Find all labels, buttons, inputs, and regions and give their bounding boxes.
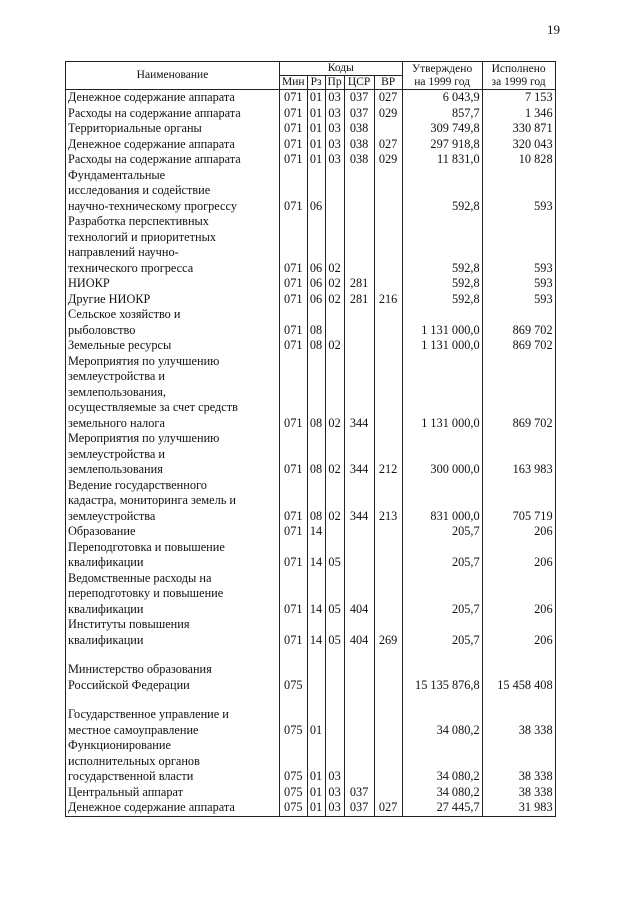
cell-executed: 206 xyxy=(482,617,555,648)
row-name-line: исследования и содействие xyxy=(68,183,211,197)
cell-vr xyxy=(374,168,402,215)
cell-csr xyxy=(344,307,374,338)
cell-rz: 14 xyxy=(307,540,325,571)
cell-rz: 01 xyxy=(307,152,325,168)
row-name-line: Другие НИОКР xyxy=(68,291,151,306)
cell-min: 071 xyxy=(280,152,308,168)
header-rz: Рз xyxy=(307,76,325,90)
row-name-line: квалификации xyxy=(68,555,144,569)
cell-executed: 869 702 xyxy=(482,307,555,338)
row-name-line: исполнительных органов xyxy=(68,753,200,768)
cell-rz: 08 xyxy=(307,478,325,525)
cell-pr: 03 xyxy=(325,152,344,168)
cell-rz: 06 xyxy=(307,276,325,292)
cell-csr: 281 xyxy=(344,276,374,292)
row-name xyxy=(66,800,280,816)
cell-csr: 344 xyxy=(344,478,374,525)
row-name-line: Мероприятия по улучшению xyxy=(68,353,220,368)
cell-csr: 038 xyxy=(344,121,374,137)
empty-cell xyxy=(374,693,402,707)
cell-vr: 029 xyxy=(374,152,402,168)
cell-csr xyxy=(344,707,374,738)
row-name-line: Территориальные органы xyxy=(68,121,202,135)
cell-vr xyxy=(374,121,402,137)
row-name xyxy=(66,338,280,354)
row-name-line: Институты повышения xyxy=(68,617,190,631)
table-row xyxy=(66,540,556,571)
cell-min: 071 xyxy=(280,121,308,137)
cell-rz: 01 xyxy=(307,707,325,738)
cell-approved: 297 918,8 xyxy=(402,137,482,153)
cell-executed: 869 702 xyxy=(482,354,555,432)
cell-rz: 14 xyxy=(307,617,325,648)
cell-min: 071 xyxy=(280,354,308,432)
cell-csr xyxy=(344,168,374,215)
row-name-line: землепользования xyxy=(68,462,163,476)
cell-min: 075 xyxy=(280,707,308,738)
row-name xyxy=(66,785,280,801)
row-name xyxy=(66,617,280,648)
cell-min: 071 xyxy=(280,307,308,338)
cell-approved: 1 131 000,0 xyxy=(402,307,482,338)
cell-approved: 34 080,2 xyxy=(402,707,482,738)
cell-csr: 404 xyxy=(344,617,374,648)
cell-pr xyxy=(325,524,344,540)
cell-csr xyxy=(344,738,374,785)
cell-csr: 037 xyxy=(344,785,374,801)
header-csr: ЦСР xyxy=(344,76,374,90)
row-name-line: Расходы на содержание аппарата xyxy=(68,152,241,166)
cell-rz: 01 xyxy=(307,106,325,122)
row-name-line: землепользования, xyxy=(68,384,166,399)
empty-cell xyxy=(402,648,482,662)
cell-pr: 03 xyxy=(325,738,344,785)
cell-csr: 038 xyxy=(344,137,374,153)
table-row xyxy=(66,431,556,478)
cell-rz: 01 xyxy=(307,785,325,801)
cell-approved: 27 445,7 xyxy=(402,800,482,816)
empty-cell xyxy=(66,648,280,662)
cell-csr: 038 xyxy=(344,152,374,168)
row-name xyxy=(66,540,280,571)
row-name-line: Ведомственные расходы на xyxy=(68,570,212,585)
row-name xyxy=(66,524,280,540)
cell-min: 071 xyxy=(280,571,308,618)
cell-vr xyxy=(374,662,402,693)
cell-executed: 705 719 xyxy=(482,478,555,525)
cell-rz: 01 xyxy=(307,738,325,785)
empty-cell xyxy=(402,693,482,707)
spacer-row xyxy=(66,693,556,707)
cell-pr: 02 xyxy=(325,338,344,354)
cell-vr xyxy=(374,214,402,276)
row-name-line: Мероприятия по улучшению xyxy=(68,431,220,445)
table-row xyxy=(66,571,556,618)
cell-vr xyxy=(374,571,402,618)
cell-min: 071 xyxy=(280,106,308,122)
cell-vr xyxy=(374,785,402,801)
cell-min: 071 xyxy=(280,276,308,292)
row-name-line: осуществляемые за счет средств xyxy=(68,400,238,414)
row-name xyxy=(66,152,280,168)
header-approved xyxy=(402,62,482,90)
row-name-line: технического прогресса xyxy=(68,260,194,275)
cell-approved: 592,8 xyxy=(402,292,482,308)
header-approved-line2: на 1999 год xyxy=(414,75,470,88)
table-row xyxy=(66,478,556,525)
empty-cell xyxy=(66,693,280,707)
cell-rz: 01 xyxy=(307,800,325,816)
header-pr: Пр xyxy=(325,76,344,90)
budget-table xyxy=(65,61,556,817)
table-body xyxy=(66,90,556,817)
row-name xyxy=(66,106,280,122)
cell-min: 075 xyxy=(280,785,308,801)
cell-min: 071 xyxy=(280,338,308,354)
cell-rz: 01 xyxy=(307,121,325,137)
cell-executed: 206 xyxy=(482,571,555,618)
row-name-line: землеустройства и xyxy=(68,369,165,383)
table-row xyxy=(66,121,556,137)
cell-approved: 205,7 xyxy=(402,617,482,648)
row-name-line: местное самоуправление xyxy=(68,722,199,737)
row-name-line: Сельское хозяйство и xyxy=(68,307,181,321)
cell-csr: 404 xyxy=(344,571,374,618)
header-name: Наименование xyxy=(66,62,280,90)
row-name xyxy=(66,738,280,785)
cell-min: 071 xyxy=(280,524,308,540)
table-row xyxy=(66,214,556,276)
cell-pr: 03 xyxy=(325,106,344,122)
row-name-line: Центральный аппарат xyxy=(68,784,183,799)
empty-cell xyxy=(344,693,374,707)
row-name-line: рыболовство xyxy=(68,322,136,337)
cell-rz: 08 xyxy=(307,431,325,478)
cell-vr: 027 xyxy=(374,137,402,153)
row-name-line: технологий и приоритетных xyxy=(68,229,216,244)
cell-rz: 01 xyxy=(307,137,325,153)
cell-csr xyxy=(344,214,374,276)
cell-rz: 01 xyxy=(307,90,325,106)
empty-cell xyxy=(325,648,344,662)
cell-pr: 03 xyxy=(325,137,344,153)
cell-vr: 216 xyxy=(374,292,402,308)
cell-csr xyxy=(344,540,374,571)
row-name xyxy=(66,168,280,215)
table-row xyxy=(66,106,556,122)
header-executed-line2: за 1999 год xyxy=(491,75,546,88)
cell-rz: 14 xyxy=(307,524,325,540)
cell-rz: 08 xyxy=(307,338,325,354)
cell-pr xyxy=(325,662,344,693)
cell-vr: 027 xyxy=(374,90,402,106)
row-name-line: Образование xyxy=(68,524,136,538)
cell-approved: 831 000,0 xyxy=(402,478,482,525)
cell-pr: 03 xyxy=(325,90,344,106)
row-name-line: Денежное содержание аппарата xyxy=(68,136,235,151)
empty-cell xyxy=(482,648,555,662)
table-row xyxy=(66,707,556,738)
row-name xyxy=(66,90,280,106)
row-name-line: Расходы на содержание аппарата xyxy=(68,105,241,120)
cell-pr: 02 xyxy=(325,276,344,292)
cell-rz xyxy=(307,662,325,693)
cell-approved: 205,7 xyxy=(402,524,482,540)
cell-min: 071 xyxy=(280,617,308,648)
row-name-line: Государственное управление и xyxy=(68,707,229,721)
cell-rz: 08 xyxy=(307,307,325,338)
cell-min: 071 xyxy=(280,431,308,478)
cell-executed: 38 338 xyxy=(482,738,555,785)
header-approved-line1: Утверждено xyxy=(412,62,473,75)
cell-vr: 213 xyxy=(374,478,402,525)
cell-approved: 857,7 xyxy=(402,106,482,122)
cell-pr: 05 xyxy=(325,571,344,618)
cell-approved: 34 080,2 xyxy=(402,738,482,785)
cell-csr: 344 xyxy=(344,354,374,432)
cell-vr xyxy=(374,307,402,338)
cell-vr xyxy=(374,707,402,738)
cell-approved: 15 135 876,8 xyxy=(402,662,482,693)
cell-approved: 300 000,0 xyxy=(402,431,482,478)
cell-approved: 309 749,8 xyxy=(402,121,482,137)
cell-min: 075 xyxy=(280,662,308,693)
table-row xyxy=(66,338,556,354)
table-row xyxy=(66,90,556,106)
row-name-line: землеустройства и xyxy=(68,446,165,461)
cell-csr: 037 xyxy=(344,800,374,816)
row-name xyxy=(66,571,280,618)
cell-vr xyxy=(374,276,402,292)
cell-min: 075 xyxy=(280,738,308,785)
row-name-line: Российской Федерации xyxy=(68,677,190,692)
row-name-line: НИОКР xyxy=(68,276,110,290)
header-executed-line1: Исполнено xyxy=(491,62,546,75)
header-min: Мин xyxy=(280,76,308,90)
empty-cell xyxy=(482,693,555,707)
cell-executed: 38 338 xyxy=(482,707,555,738)
cell-min: 071 xyxy=(280,214,308,276)
row-name-line: квалификации xyxy=(68,632,144,647)
cell-executed: 206 xyxy=(482,524,555,540)
cell-pr xyxy=(325,168,344,215)
cell-csr xyxy=(344,662,374,693)
cell-pr: 02 xyxy=(325,354,344,432)
row-name-line: Ведение государственного xyxy=(68,477,207,492)
cell-pr: 05 xyxy=(325,617,344,648)
empty-cell xyxy=(325,693,344,707)
empty-cell xyxy=(280,693,308,707)
table-header xyxy=(66,62,556,90)
row-name-line: государственной власти xyxy=(68,769,194,783)
cell-executed: 593 xyxy=(482,168,555,215)
cell-vr: 269 xyxy=(374,617,402,648)
table-row xyxy=(66,152,556,168)
table-row xyxy=(66,276,556,292)
cell-approved: 6 043,9 xyxy=(402,90,482,106)
table-row xyxy=(66,354,556,432)
page-number: 19 xyxy=(547,22,560,37)
row-name xyxy=(66,431,280,478)
row-name-line: землеустройства xyxy=(68,508,156,523)
cell-pr: 05 xyxy=(325,540,344,571)
cell-executed: 1 346 xyxy=(482,106,555,122)
cell-executed: 7 153 xyxy=(482,90,555,106)
row-name-line: Денежное содержание аппарата xyxy=(68,90,235,104)
table-row xyxy=(66,617,556,648)
cell-approved: 34 080,2 xyxy=(402,785,482,801)
row-name xyxy=(66,292,280,308)
cell-approved: 1 131 000,0 xyxy=(402,354,482,432)
cell-executed: 31 983 xyxy=(482,800,555,816)
cell-vr xyxy=(374,540,402,571)
cell-pr: 03 xyxy=(325,121,344,137)
cell-min: 071 xyxy=(280,137,308,153)
cell-executed: 206 xyxy=(482,540,555,571)
cell-csr xyxy=(344,338,374,354)
row-name-line: квалификации xyxy=(68,601,144,616)
table-row xyxy=(66,662,556,693)
table-row xyxy=(66,137,556,153)
cell-rz: 08 xyxy=(307,354,325,432)
empty-cell xyxy=(307,693,325,707)
cell-executed: 330 871 xyxy=(482,121,555,137)
cell-rz: 06 xyxy=(307,214,325,276)
empty-cell xyxy=(280,648,308,662)
cell-executed: 593 xyxy=(482,292,555,308)
row-name-line: направлений научно- xyxy=(68,245,179,259)
cell-rz: 06 xyxy=(307,292,325,308)
cell-vr xyxy=(374,338,402,354)
cell-approved: 592,8 xyxy=(402,276,482,292)
row-name xyxy=(66,276,280,292)
row-name xyxy=(66,478,280,525)
row-name xyxy=(66,137,280,153)
cell-csr xyxy=(344,524,374,540)
cell-pr: 02 xyxy=(325,431,344,478)
cell-approved: 205,7 xyxy=(402,540,482,571)
cell-executed: 10 828 xyxy=(482,152,555,168)
empty-cell xyxy=(374,648,402,662)
table-row xyxy=(66,524,556,540)
table-row xyxy=(66,292,556,308)
cell-pr: 02 xyxy=(325,292,344,308)
table-row xyxy=(66,168,556,215)
cell-pr xyxy=(325,307,344,338)
cell-vr xyxy=(374,354,402,432)
cell-min: 071 xyxy=(280,90,308,106)
row-name-line: Функционирование xyxy=(68,738,171,752)
cell-executed: 593 xyxy=(482,214,555,276)
spacer-row xyxy=(66,648,556,662)
cell-executed: 163 983 xyxy=(482,431,555,478)
cell-vr: 029 xyxy=(374,106,402,122)
table-row xyxy=(66,785,556,801)
cell-executed: 38 338 xyxy=(482,785,555,801)
cell-executed: 593 xyxy=(482,276,555,292)
row-name xyxy=(66,707,280,738)
row-name xyxy=(66,214,280,276)
row-name xyxy=(66,121,280,137)
cell-rz: 14 xyxy=(307,571,325,618)
header-vr: ВР xyxy=(374,76,402,90)
cell-min: 075 xyxy=(280,800,308,816)
cell-csr: 281 xyxy=(344,292,374,308)
cell-executed: 869 702 xyxy=(482,338,555,354)
cell-min: 071 xyxy=(280,292,308,308)
cell-vr: 027 xyxy=(374,800,402,816)
cell-pr: 02 xyxy=(325,478,344,525)
row-name-line: Фундаментальные xyxy=(68,167,166,182)
cell-approved: 592,8 xyxy=(402,168,482,215)
row-name xyxy=(66,354,280,432)
cell-vr xyxy=(374,738,402,785)
header-codes: Коды xyxy=(280,62,403,76)
cell-executed: 15 458 408 xyxy=(482,662,555,693)
row-name-line: Денежное содержание аппарата xyxy=(68,800,235,814)
empty-cell xyxy=(307,648,325,662)
row-name xyxy=(66,307,280,338)
cell-csr: 344 xyxy=(344,431,374,478)
cell-pr: 03 xyxy=(325,800,344,816)
row-name-line: Земельные ресурсы xyxy=(68,338,172,352)
row-name-line: кадастра, мониторинга земель и xyxy=(68,493,236,507)
table-row xyxy=(66,800,556,816)
row-name-line: земельного налога xyxy=(68,415,165,430)
table-row xyxy=(66,307,556,338)
cell-approved: 1 131 000,0 xyxy=(402,338,482,354)
cell-rz: 06 xyxy=(307,168,325,215)
row-name-line: Переподготовка и повышение xyxy=(68,539,225,554)
cell-min: 071 xyxy=(280,540,308,571)
cell-vr xyxy=(374,524,402,540)
table-row xyxy=(66,738,556,785)
row-name-line: Разработка перспективных xyxy=(68,214,209,228)
cell-pr: 03 xyxy=(325,785,344,801)
cell-pr: 02 xyxy=(325,214,344,276)
row-name xyxy=(66,662,280,693)
cell-vr: 212 xyxy=(374,431,402,478)
cell-executed: 320 043 xyxy=(482,137,555,153)
cell-approved: 11 831,0 xyxy=(402,152,482,168)
row-name-line: научно-техническому прогрессу xyxy=(68,198,237,213)
cell-approved: 592,8 xyxy=(402,214,482,276)
empty-cell xyxy=(344,648,374,662)
row-name-line: Министерство образования xyxy=(68,662,212,676)
cell-csr: 037 xyxy=(344,106,374,122)
row-name-line: переподготовку и повышение xyxy=(68,586,224,600)
cell-pr xyxy=(325,707,344,738)
header-executed xyxy=(482,62,555,90)
cell-min: 071 xyxy=(280,168,308,215)
cell-approved: 205,7 xyxy=(402,571,482,618)
cell-min: 071 xyxy=(280,478,308,525)
cell-csr: 037 xyxy=(344,90,374,106)
